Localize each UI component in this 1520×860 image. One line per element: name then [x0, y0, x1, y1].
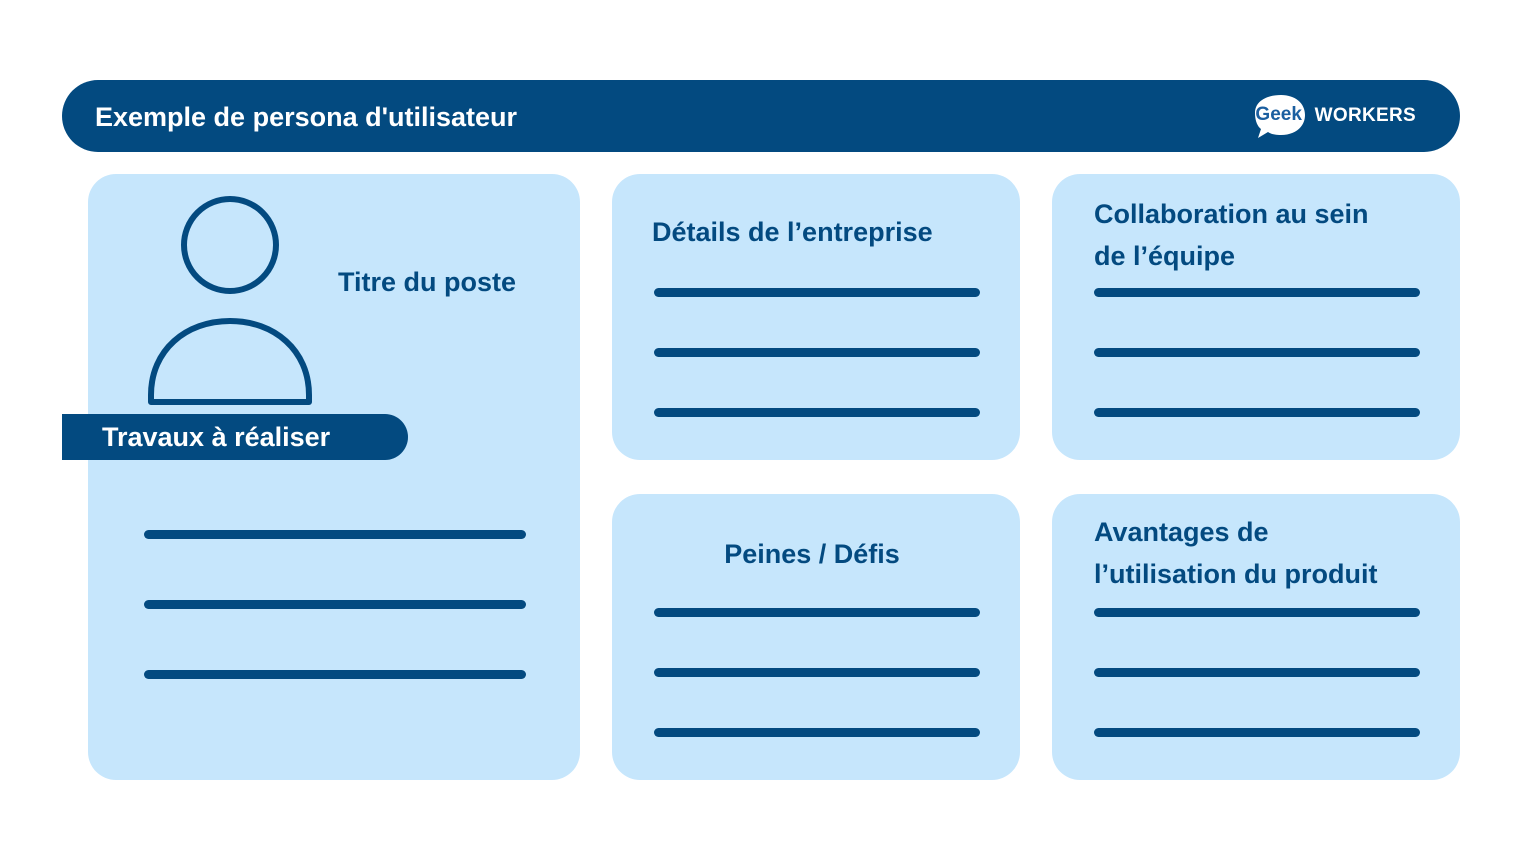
placeholder-line: [654, 728, 980, 737]
product-benefits-title-line2: l’utilisation du produit: [1094, 559, 1378, 589]
placeholder-line: [1094, 288, 1420, 297]
placeholder-line: [654, 608, 980, 617]
placeholder-line: [1094, 608, 1420, 617]
product-benefits-title: [1094, 511, 1377, 595]
tasks-label: Travaux à réaliser: [102, 422, 331, 452]
placeholder-line: [654, 348, 980, 357]
product-benefits-title-line1: Avantages de: [1094, 517, 1269, 547]
team-collaboration-card: [1052, 174, 1460, 460]
placeholder-line: [144, 600, 526, 609]
placeholder-line: [654, 668, 980, 677]
tasks-tag: [62, 414, 408, 460]
company-details-title: Détails de l’entreprise: [652, 217, 933, 247]
placeholder-line: [144, 670, 526, 679]
logo-wordmark: WORKERS: [1314, 105, 1416, 126]
placeholder-line: [144, 530, 526, 539]
placeholder-line: [1094, 668, 1420, 677]
pains-challenges-card: [612, 494, 1020, 780]
logo-badge-text: Geek: [1255, 104, 1302, 125]
placeholder-line: [1094, 728, 1420, 737]
company-details-card: [612, 174, 1020, 460]
placeholder-line: [654, 408, 980, 417]
user-avatar-icon: [146, 195, 316, 407]
header-bar: [62, 80, 1460, 152]
team-collaboration-title-line2: de l’équipe: [1094, 241, 1236, 271]
brand-logo: [1249, 90, 1416, 142]
page-title: Exemple de persona d'utilisateur: [95, 102, 518, 132]
logo-badge: [1249, 91, 1309, 141]
pains-challenges-title: Peines / Défis: [724, 539, 900, 569]
placeholder-line: [1094, 408, 1420, 417]
team-collaboration-title: [1094, 193, 1369, 277]
product-benefits-card: [1052, 494, 1460, 780]
job-title-label: Titre du poste: [338, 267, 517, 297]
placeholder-line: [654, 288, 980, 297]
placeholder-line: [1094, 348, 1420, 357]
team-collaboration-title-line1: Collaboration au sein: [1094, 199, 1369, 229]
